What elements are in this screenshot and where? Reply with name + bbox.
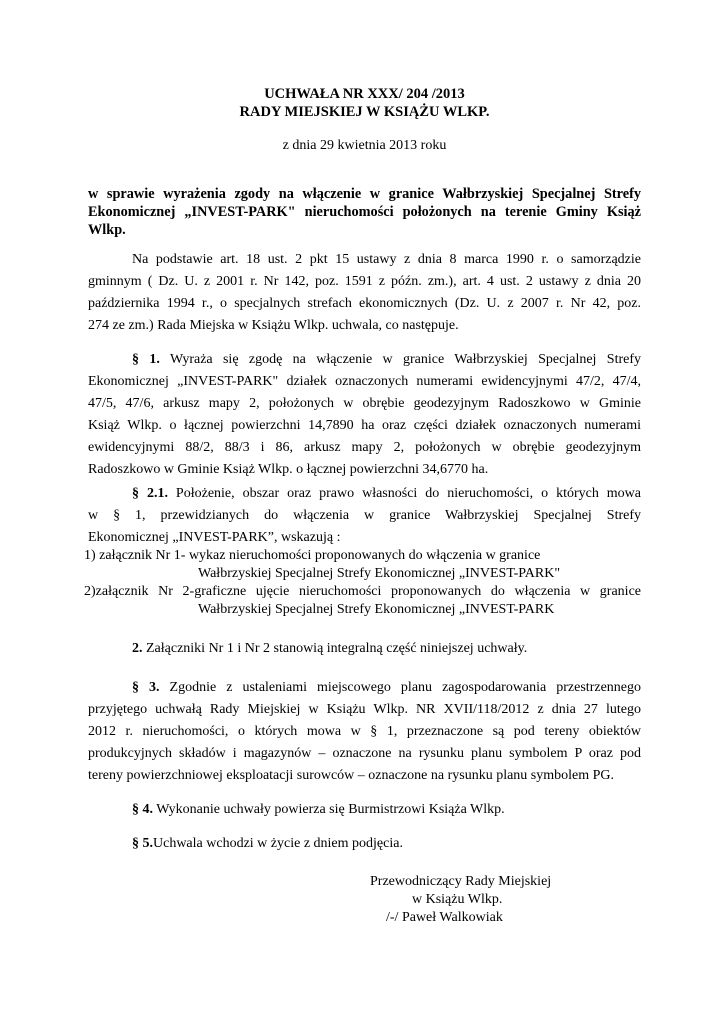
paragraph-3-marker: § 3. bbox=[132, 680, 160, 695]
resolution-title: UCHWAŁA NR XXX/ 204 /2013 bbox=[264, 86, 465, 102]
attachment-list-item: 1) załącznik Nr 1- wykaz nieruchomości proponowanych do włączenia w granice bbox=[84, 548, 541, 563]
attachment-list-item: Wałbrzyskiej Specjalnej Strefy Ekonomicznej „INVEST-PARK" bbox=[198, 566, 561, 581]
paragraph-1-line: Książ Wlkp. o łącznej powierzchni 14,7890 ha oraz części działek oznaczonych numerami bbox=[88, 418, 641, 433]
paragraph-1-line: Ekonomicznej „INVEST-PARK" działek oznaczonych numerami ewidencyjnymi 47/2, 47/4, bbox=[88, 374, 641, 389]
signature-name: /-/ Paweł Walkowiak bbox=[386, 910, 503, 925]
paragraph-1-first-line bbox=[132, 352, 641, 368]
paragraph-2-2-marker: 2. bbox=[132, 641, 143, 656]
paragraph-1-text: Wyraża się zgodę na włączenie w granice Wałbrzyskiej Specjalnej Strefy bbox=[159, 352, 642, 367]
paragraph-5-text: Uchwala wchodzi w życie z dniem podjęcia. bbox=[153, 836, 403, 851]
paragraph-3-line: tereny powierzchniowej eksploatacji surowców – oznaczone na rysunku planu symbolem PG. bbox=[88, 768, 615, 783]
council-name: RADY MIEJSKIEJ W KSIĄŻU WLKP. bbox=[239, 104, 490, 120]
paragraph-5-marker: § 5. bbox=[132, 836, 153, 851]
paragraph-2-1-line: w § 1, przewidzianych do włączenia w granice Wałbrzyskiej Specjalnej Strefy bbox=[88, 508, 641, 523]
signature-place: w Książu Wlkp. bbox=[412, 892, 503, 907]
paragraph-3-line: produkcyjnych składów i magazynów – oznaczone na rysunku planu symbolem P oraz pod bbox=[88, 746, 641, 761]
paragraph-3-first-line bbox=[132, 680, 641, 696]
subject-line: Wlkp. bbox=[88, 222, 126, 238]
paragraph-1-line: 47/5, 47/6, arkusz mapy 2, położonych w obrębie geodezyjnym Radoszkowo w Gminie bbox=[88, 396, 641, 411]
paragraph-2-1-first-line bbox=[132, 486, 641, 502]
preamble-line: października 1994 r., o specjalnych strefach ekonomicznych (Dz. U. z 2007 r. Nr 42, poz. bbox=[88, 296, 641, 311]
paragraph-2-1-text: Położenie, obszar oraz prawo własności do nieruchomości, o których mowa bbox=[167, 486, 642, 501]
paragraph-3-text: Zgodnie z ustaleniami miejscowego planu zagospodarowania przestrzennego bbox=[159, 680, 641, 695]
paragraph-2-1-marker: § 2.1. bbox=[132, 486, 168, 501]
preamble-line: Na podstawie art. 18 ust. 2 pkt 15 ustawy z dnia 8 marca 1990 r. o samorządzie bbox=[132, 252, 641, 267]
attachment-list-item: 2)załącznik Nr 2-graficzne ujęcie nieruchomości proponowanych do włączenia w granice bbox=[84, 584, 641, 599]
paragraph-1-line: ewidencyjnymi 88/2, 88/3 i 86, arkusz mapy 2, położonych w obrębie geodezyjnym bbox=[88, 440, 641, 455]
paragraph-4-text: Wykonanie uchwały powierza się Burmistrzowi Książa Wlkp. bbox=[153, 802, 505, 817]
paragraph-2-2-text: Załączniki Nr 1 i Nr 2 stanowią integralną część niniejszej uchwały. bbox=[142, 641, 528, 656]
signature-title: Przewodniczący Rady Miejskiej bbox=[370, 874, 552, 889]
paragraph-1-marker: § 1. bbox=[132, 352, 160, 367]
preamble-line: gminnym ( Dz. U. z 2001 r. Nr 142, poz. 1591 z późn. zm.), art. 4 ust. 2 ustawy z dnia 20 bbox=[88, 274, 641, 289]
subject-line: Ekonomicznej „INVEST-PARK" nieruchomości położonych na terenie Gminy Książ bbox=[88, 204, 641, 220]
paragraph-2-1-line: Ekonomicznej „INVEST-PARK”, wskazują : bbox=[88, 530, 341, 545]
subject-line: w sprawie wyrażenia zgody na włączenie w granice Wałbrzyskiej Specjalnej Strefy bbox=[88, 186, 641, 202]
paragraph-3-line: przyjętego uchwałą Rady Miejskiej w Książu Wlkp. NR XVII/118/2012 z dnia 27 lutego bbox=[88, 702, 641, 717]
resolution-date: z dnia 29 kwietnia 2013 roku bbox=[282, 138, 447, 153]
paragraph-3-line: 2012 r. nieruchomości, o których mowa w § 1, przeznaczone są pod tereny obiektów bbox=[88, 724, 641, 739]
paragraph-4 bbox=[132, 802, 505, 818]
paragraph-1-line: Radoszkowo w Gminie Książ Wlkp. o łącznej powierzchni 34,6770 ha. bbox=[88, 462, 489, 477]
paragraph-5 bbox=[132, 836, 403, 852]
paragraph-4-marker: § 4. bbox=[132, 802, 153, 817]
preamble-line: 274 ze zm.) Rada Miejska w Książu Wlkp. uchwala, co następuje. bbox=[88, 318, 459, 333]
paragraph-2-2 bbox=[132, 641, 527, 657]
attachment-list-item: Wałbrzyskiej Specjalnej Strefy Ekonomicznej „INVEST-PARK bbox=[198, 602, 555, 617]
